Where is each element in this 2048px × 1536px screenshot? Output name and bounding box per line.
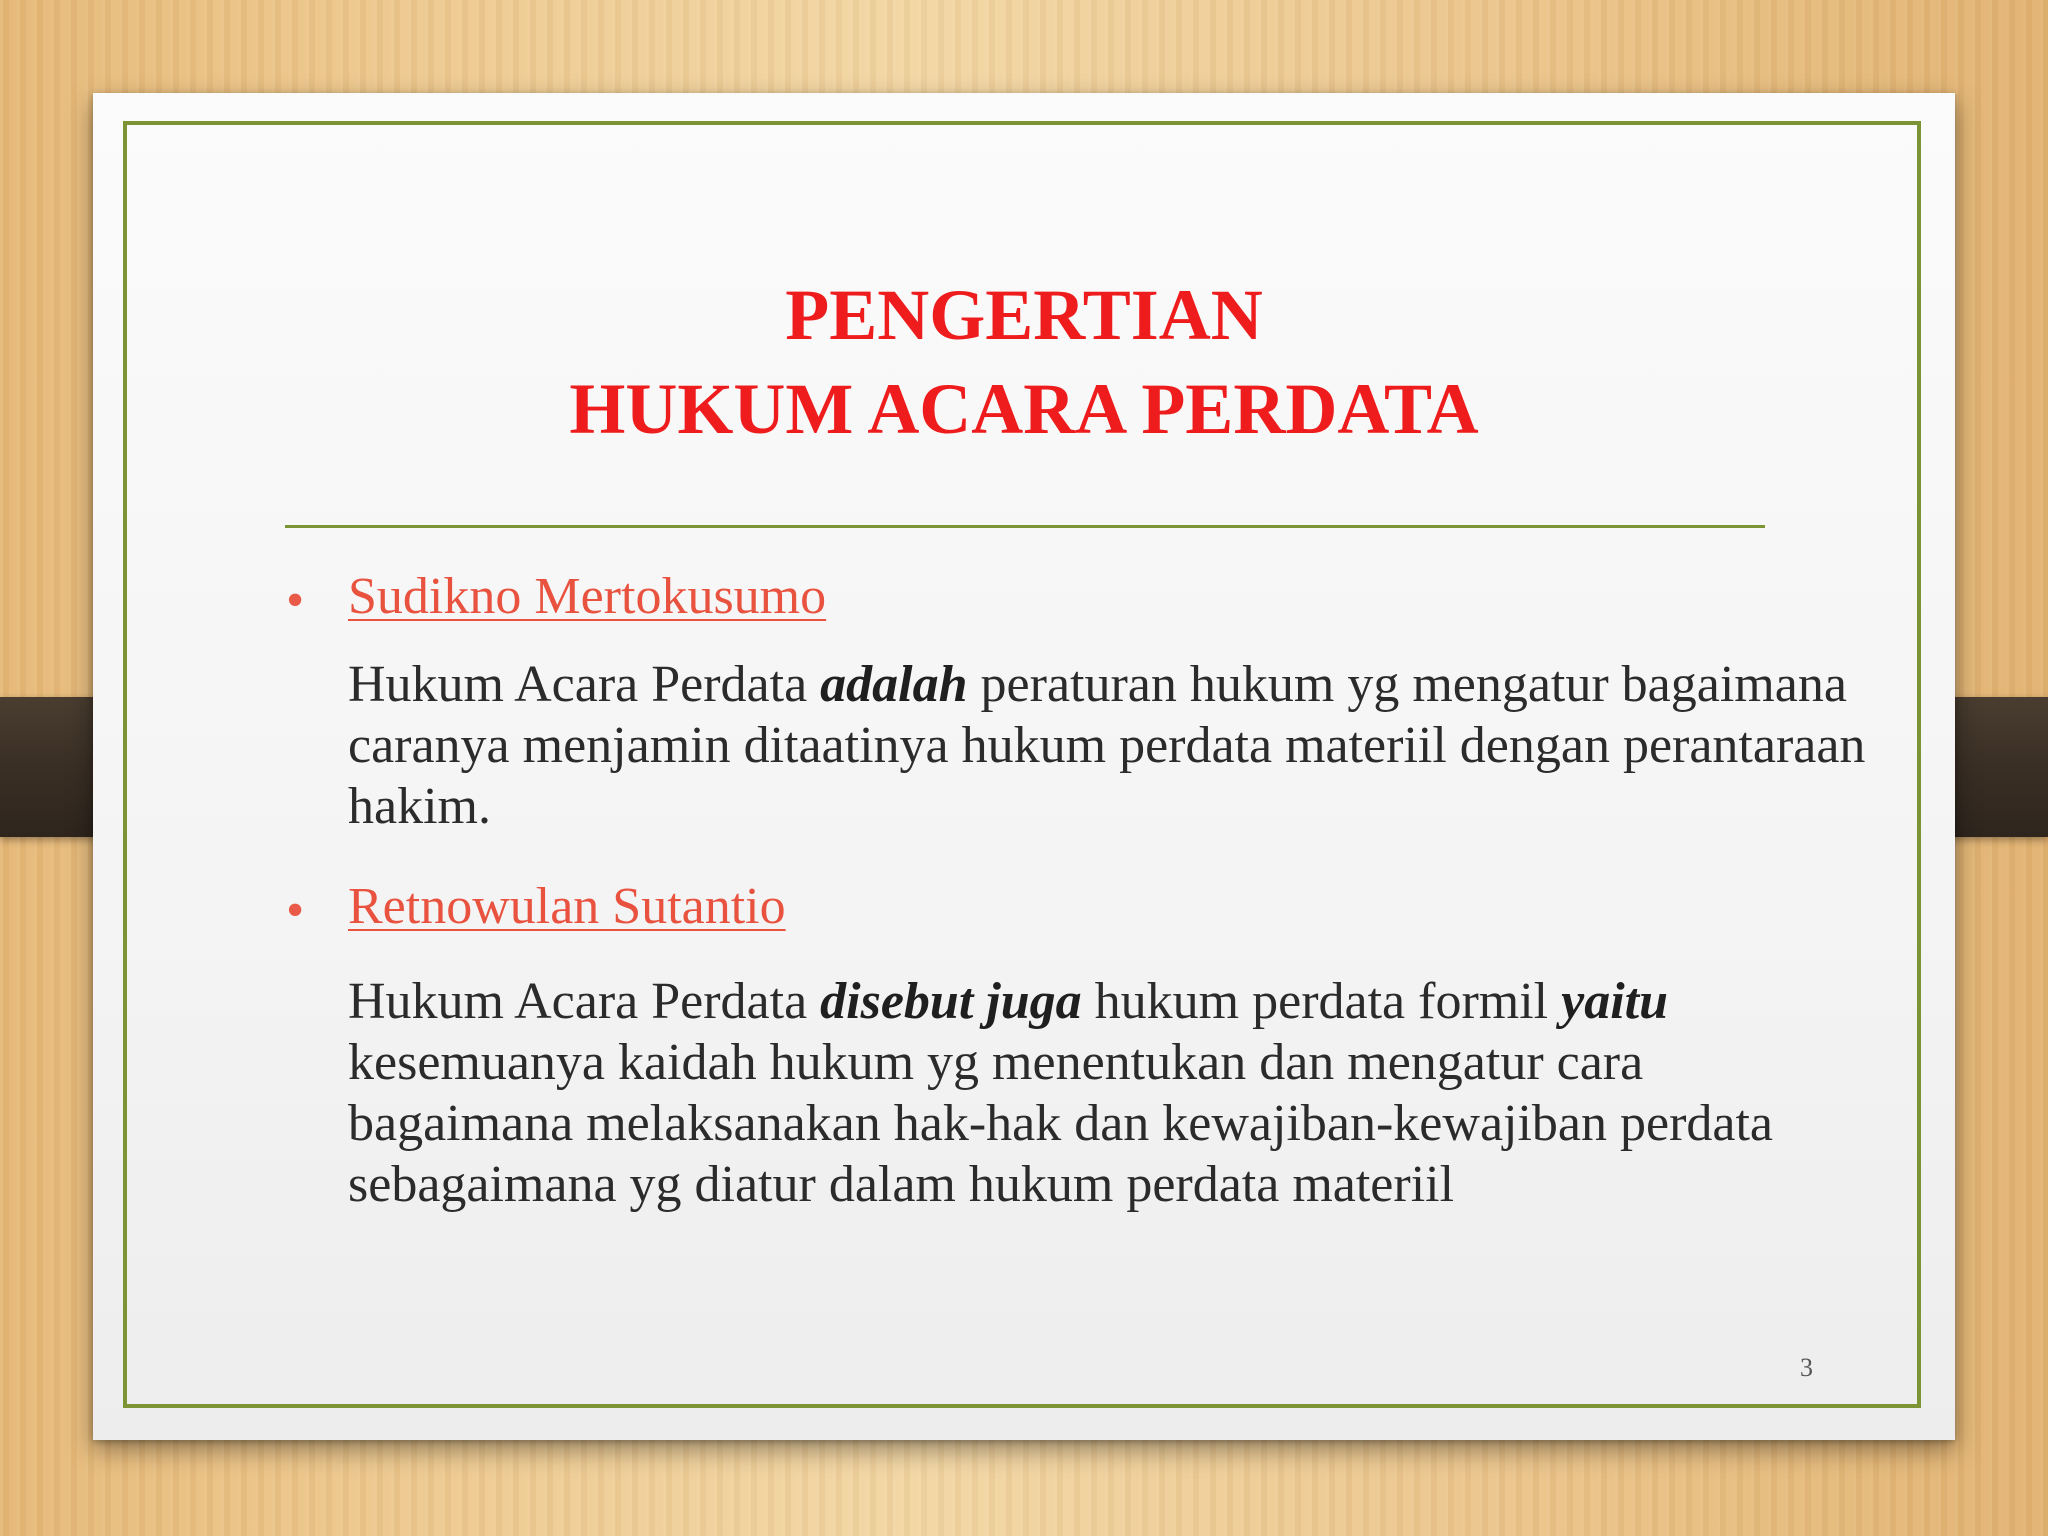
definition-text-part: Hukum Acara Perdata	[348, 973, 821, 1030]
definition-text	[348, 971, 1866, 1215]
slide-content	[286, 565, 1866, 1215]
list-item	[286, 875, 1866, 1215]
author-link-sudikno[interactable]: Sudikno Mertokusumo	[348, 568, 827, 625]
definition-text-part: peraturan hukum yg mengatur bagaimana caranya menjamin ditaatinya hukum perdata materiil dengan perantaraan hakim.	[348, 656, 1866, 835]
slide-title	[93, 268, 1955, 456]
emphasis-text: yaitu	[1561, 973, 1669, 1030]
list-item	[286, 565, 1866, 837]
title-line-1: PENGERTIAN	[785, 275, 1263, 355]
slide	[93, 93, 1955, 1440]
definition-text-part: kesemuanya kaidah hukum yg menentukan dan mengatur cara bagaimana melaksanakan hak-hak dan kewajiban-kewajiban perdata sebagaimana yg diatur dalam hukum perdata materiil	[348, 1034, 1773, 1213]
definition-text-part: hukum perdata formil	[1081, 973, 1562, 1030]
emphasis-text: adalah	[820, 656, 968, 713]
page-number: 3	[1800, 1353, 1813, 1382]
definition-text-part: Hukum Acara Perdata	[348, 656, 821, 713]
author-link-retnowulan[interactable]: Retnowulan Sutantio	[348, 878, 786, 935]
title-line-2: HUKUM ACARA PERDATA	[569, 369, 1479, 449]
bullet-icon: •	[286, 572, 305, 629]
title-divider	[285, 525, 1765, 528]
definition-text	[348, 654, 1866, 837]
bullet-icon: •	[286, 882, 305, 939]
emphasis-text: disebut juga	[820, 973, 1082, 1030]
